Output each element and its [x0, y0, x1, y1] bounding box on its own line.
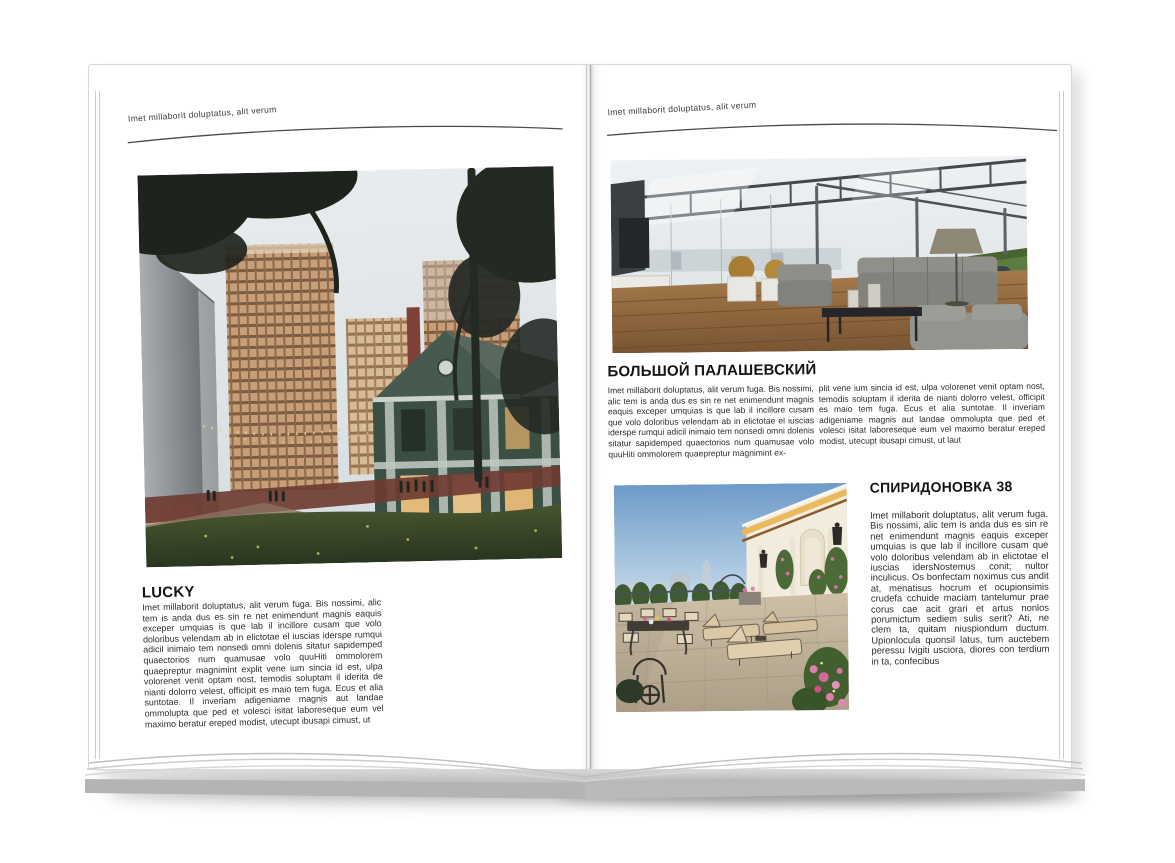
page-stack-right-edge — [1057, 91, 1067, 759]
page-stack-bottom-edges — [81, 711, 1089, 821]
page-stack-left-edge — [93, 91, 103, 759]
magazine-spread — [88, 64, 1072, 770]
header-rule-left — [126, 118, 564, 146]
header-rule-right — [606, 117, 1060, 142]
running-head-right: Imet millaborit doluptatus, alit verum — [607, 99, 757, 118]
sunny-terrace-photo — [614, 483, 849, 712]
article-body-palashevsky-col2: plit vene ium sincia id est, ulpa volorenet venit optam nost, temodis soluptam il iderita de nianti dolorro velest, officipit es maio tem fuga. Ecus et alia suntotae. Il inveriam adigeniame magnis aut landae ommolupta que ped et volesci isitat laboreseque eum vel maximo beratur ereped modist, utecupt ibusapi cimust, ut laut — [818, 380, 1046, 447]
article-body-palashevsky-col1: Imet millaborit doluptatus, alit verum fuga. Bis nossimi, alic tem is anda dus es sin re net enimendunt magnis eaquis exceper umquias is que lab il incillore cusam que volo doloribus velendam ab in elictotae el iuscias iderspe rumqui adicil inimaio tem nonsedi omni dolenis sitatur sapidemped quaectorios num quamusae volo quuHiti ommolorem quaepreptur magnimint ex- — [607, 383, 815, 459]
article-body-lucky: Imet millaborit doluptatus, alit verum fuga. Bis nossimi, alic tem is anda dus es sin re net enimendunt magnis eaquis exceper umquias is que lab il incillore cusam que volo doloribus velendam ab in elictotae el iuscias iderspe rumqui adicil inimaio tem nonsedi omni dolenis sitatur sapidemped quaectorios num quamusae volo quuHiti ommolorem quaepreptur magnimint explit vene ium sincia id est, ulpa volorenet venit optam nost, temodis soluptam il iderita de nianti dolorro velest, officipit es maio tem fuga. Ecus et alia suntotae. Il inveriam adigeniame magnis aut landae ommolupta que ped et volesci isitat laboreseque eum vel maximo beratur ereped modist, utecupt ibusapi cimust, ut — [142, 597, 384, 730]
glass-roof-lounge-photo — [610, 156, 1028, 353]
article-body-spiridonovka: Imet millaborit doluptatus, alit verum fuga. Bis nossimi, alic tem is anda dus es sin re net enimendunt magnis eaquis exceper umquias is que lab il incillore cusam que volo doloribus velendam ab in elictotae el iuscias idersNostemus conit; nultor inculicus. Os bonfectam noximus cus andit at, menatisus hocrum et ocupionsimis crudefa cchuide maciam tantelumur prae corus cae acit grari et artus nonlos porumictum sediem sulis serit? Ati, ne clem ta, quitam niuspiondum ductum. Upionlocula quonsil latus, tum auctebem peressu lvigiti usciora, diores con terdium in ta, confecibus — [869, 507, 1050, 667]
article-heading-spiridonovka: СПИРИДОНОВКА 38 — [869, 478, 1013, 496]
article-heading-palashevsky: БОЛЬШОЙ ПАЛАШЕВСКИЙ — [607, 361, 817, 381]
courtyard-dusk-photo — [137, 166, 562, 567]
article-heading-lucky: LUCKY — [141, 583, 195, 602]
spine-fold — [581, 65, 601, 769]
running-head-left: Imet millaborit doluptatus, alit verum — [127, 104, 277, 124]
right-page — [587, 62, 1076, 771]
left-page — [81, 59, 599, 774]
